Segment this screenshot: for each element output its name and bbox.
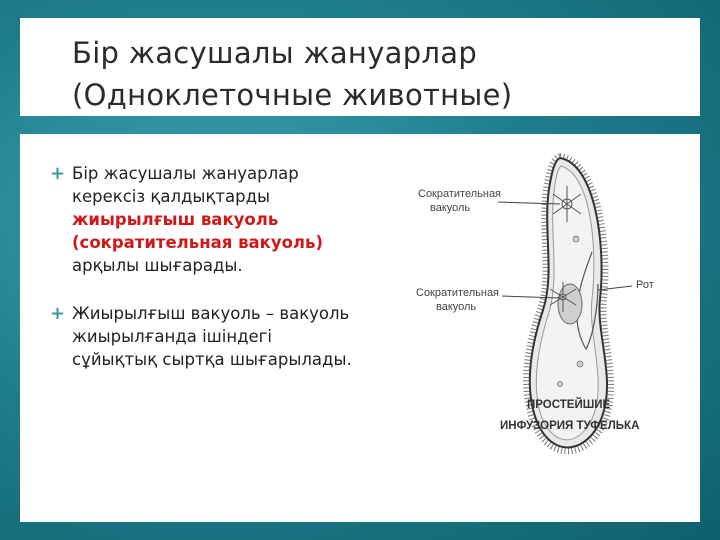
bullet-1-line-1: Бір жасушалы жануарлар: [72, 164, 299, 183]
nucleus: [558, 284, 582, 324]
label-mouth: Рот: [636, 279, 654, 291]
plus-bullet-icon: +: [50, 303, 66, 324]
bullet-2-line-3: сұйықтық сыртқа шығарылады.: [72, 350, 352, 369]
slide-content-box: [20, 134, 700, 522]
bullet-1-highlight-1: жиырылғыш вакуоль: [72, 210, 279, 229]
slide-title-line-2: (Одноклеточные животные): [72, 78, 513, 112]
bullet-1-line-5: арқылы шығарады.: [72, 256, 243, 275]
bullet-1-line-2: керексіз қалдықтарды: [72, 187, 271, 206]
food-vacuole: [558, 382, 563, 387]
label-top-vacuole-2: вакуоль: [430, 202, 471, 214]
label-mid-vacuole-1: Сократительная: [416, 287, 500, 299]
food-vacuole: [577, 361, 583, 367]
paramecium-diagram: [20, 134, 700, 522]
bullet-2-line-2: жиырылғанда ішіндегі: [72, 327, 272, 346]
bullet-2-line-1: Жиырылғыш вакуоль – вакуоль: [72, 304, 350, 323]
slide-title-line-1: Бір жасушалы жануарлар: [72, 36, 478, 70]
plus-bullet-icon: +: [50, 163, 66, 184]
food-vacuole: [573, 236, 579, 242]
bullet-1-highlight-2: (сократительная вакуоль): [72, 233, 323, 252]
label-mid-vacuole-2: вакуоль: [436, 301, 477, 313]
diagram-caption-2: ИНФУЗОРИЯ ТУФЕЛЬКА: [500, 420, 640, 432]
label-top-vacuole-1: Сократительная: [418, 188, 502, 200]
diagram-caption-1: ПРОСТЕЙШИЕ: [527, 399, 611, 411]
slide-title-box: [20, 18, 700, 116]
